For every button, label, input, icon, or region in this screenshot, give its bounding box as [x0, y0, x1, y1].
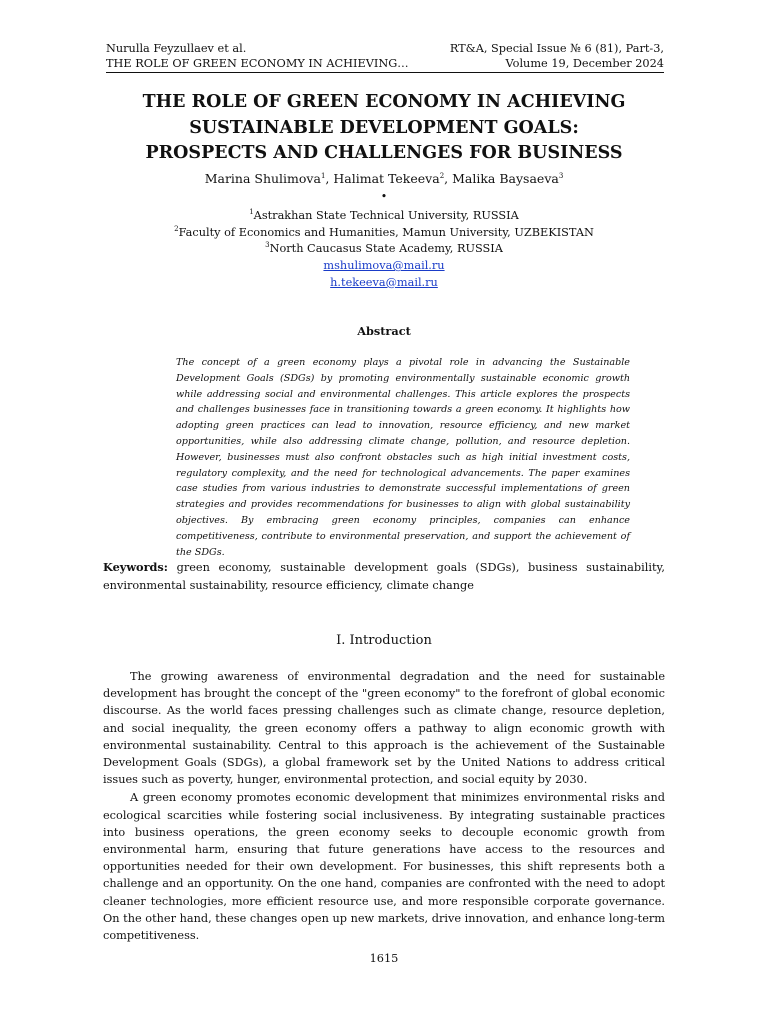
body-text	[103, 668, 665, 945]
keywords	[103, 559, 665, 594]
header-journal: RT&A, Special Issue № 6 (81), Part-3,	[449, 42, 664, 55]
author-superscript: 3	[558, 171, 564, 180]
affiliation-superscript: 2	[174, 224, 179, 233]
title-line-1: THE ROLE OF GREEN ECONOMY IN ACHIEVING	[142, 92, 626, 112]
paragraph: A green economy promotes economic development that minimizes environmental risks and ecological scarcities while fostering social inclusiveness. By integrating sustainable practices into business operations, the green economy seeks to decouple economic growth from environmental harm, ensuring that future generations have access to the resources and opportunities needed for their own development. For businesses, this shift represents both a challenge and an opportunity. On the one hand, companies are confronted with the need to adopt cleaner technologies, more efficient resource use, and more responsible corporate governance. On the other hand, these changes open up new markets, drive innovation, and enhance long-term competitiveness.	[103, 791, 665, 943]
author-list: Marina Shulimova$^1$, Halimat Tekeeva$^2$, Malika Baysaeva$^3$	[204, 171, 564, 186]
header-authors: Nurulla Feyzullaev et al.	[106, 42, 247, 55]
affiliation-line	[0, 208, 768, 225]
affiliations	[0, 208, 768, 292]
affiliation-text: North Caucasus State Academy, RUSSIA	[269, 242, 503, 256]
header-volume: Volume 19, December 2024	[505, 56, 664, 70]
author-superscript: 2	[439, 171, 445, 180]
keywords-label: Keywords:	[103, 560, 168, 574]
author-superscript: 1	[320, 171, 326, 180]
affiliation-text: Faculty of Economics and Humanities, Mamun University, UZBEKISTAN	[178, 225, 594, 239]
email-link-2[interactable]: h.tekeeva@mail.ru	[330, 275, 438, 289]
section-heading-introduction: I. Introduction	[336, 633, 432, 648]
paper-title	[0, 90, 768, 167]
title-line-2: SUSTAINABLE DEVELOPMENT GOALS:	[189, 117, 579, 138]
header-short-title: THE ROLE OF GREEN ECONOMY IN ACHIEVING…	[106, 56, 409, 70]
affiliation-text: Astrakhan State Technical University, RUSSIA	[253, 209, 519, 222]
abstract-heading: Abstract	[357, 324, 411, 338]
title-line-3: PROSPECTS AND CHALLENGES FOR BUSINESS	[145, 143, 623, 163]
abstract-text: The concept of a green economy plays a pivotal role in advancing the Sustainable Development Goals (SDGs) by promoting environmentally sustainable economic growth while addressing social and environmental challenges. This article explores the prospects and challenges businesses face in transitioning towards a green economy. It highlights how adopting green practices can lead to innovation, resource efficiency, and new market opportunities, while also addressing climate change, pollution, and resource depletion. However, businesses must also confront obstacles such as high initial investment costs, regulatory complexity, and the need for technological advancements. The paper examines case studies from various industries to demonstrate successful implementations of green strategies and provides recommendations for businesses to align with global sustainability objectives. By embracing green economy principles, companies can enhance competitiveness, contribute to environmental preservation, and support the achievement of the SDGs.	[176, 357, 630, 558]
affiliation-line	[0, 241, 768, 258]
affiliation-superscript: 1	[249, 208, 254, 217]
affiliation-line	[0, 225, 768, 242]
affiliation-superscript: 3	[265, 241, 270, 250]
email-link-1[interactable]: mshulimova@mail.ru	[323, 259, 445, 273]
running-header	[106, 42, 664, 73]
keywords-text: green economy, sustainable development goals (SDGs), business sustainability, environmental sustainability, resource efficiency, climate change	[103, 561, 665, 592]
page-number: 1615	[369, 952, 399, 965]
author-name: Marina Shulimova	[204, 171, 321, 186]
author-name: Halimat Tekeeva	[333, 171, 440, 186]
author-name: Malika Baysaeva	[452, 171, 559, 186]
paragraph: The growing awareness of environmental degradation and the need for sustainable development has brought the concept of the "green economy" to the forefront of global economic discourse. As the world faces pressing challenges such as climate change, resource depletion, and social inequality, the green economy offers a pathway to align economic growth with environmental sustainability. Central to this approach is the achievement of the Sustainable Development Goals (SDGs), a global framework set by the United Nations to address critical issues such as poverty, hunger, environmental protection, and social equity by 2030.	[103, 670, 665, 787]
separator-bullet: •	[380, 190, 388, 203]
